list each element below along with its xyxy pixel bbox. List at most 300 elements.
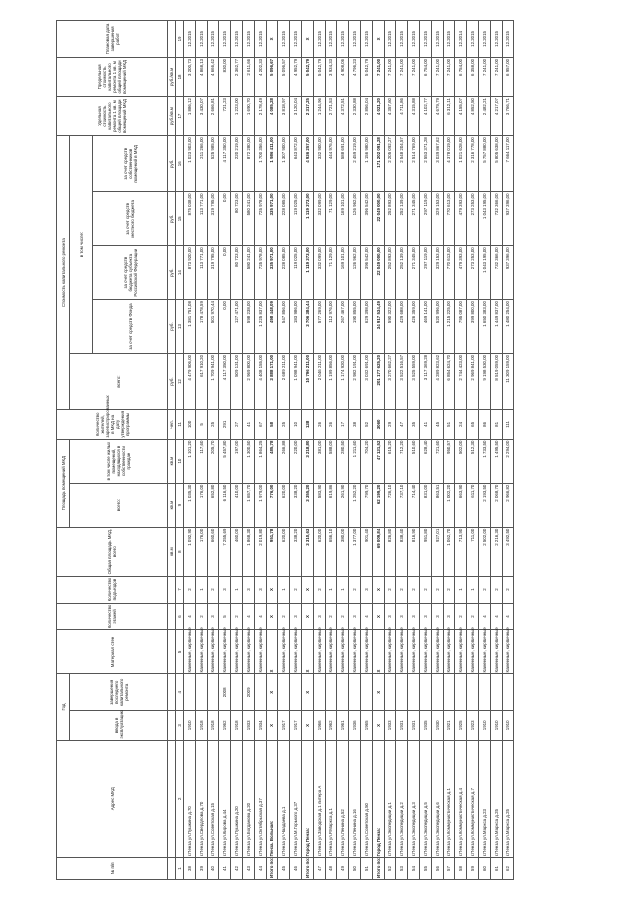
max-cost-cell: 5 042,79 [360, 57, 372, 96]
deadline-cell: 12.2015 [231, 21, 243, 58]
floors-cell: 4 [360, 603, 372, 630]
year-overhaul-cell [184, 674, 196, 711]
area-total-cell: 737,10 [396, 483, 408, 527]
deadline-cell: 12.2015 [325, 21, 337, 58]
row-number: 46 [290, 857, 302, 879]
cost-region-cell: 169 101,00 [337, 246, 349, 300]
cost-local-cell: 580 241,00 [242, 192, 254, 246]
wall-material-cell: Каменные, кирпичные [207, 630, 219, 674]
area-total-cell: 714,40 [408, 483, 420, 527]
table-row [254, 21, 266, 880]
row-number: 44 [254, 857, 266, 879]
deadline-cell: 12.2015 [502, 21, 514, 58]
row-number: 40 [207, 857, 219, 879]
residents-cell: 24 [455, 410, 467, 439]
cost-region-cell: 725 978,00 [254, 246, 266, 300]
max-cost-cell: 4 796,23 [349, 57, 361, 96]
row-number: 41 [219, 857, 231, 879]
area-residential-cell: 1 864,25 [254, 439, 266, 483]
entrances-cell: X [301, 576, 313, 603]
wall-material-cell: Каменные, кирпичные [467, 630, 479, 674]
residents-cell: 17 [337, 410, 349, 439]
cost-owners-cell: 525 985,00 [207, 136, 219, 192]
year-overhaul-cell: X [372, 674, 384, 711]
row-number: 62 [502, 857, 514, 879]
entrances-cell: 1 [195, 576, 207, 603]
entrances-cell: 2 [431, 576, 443, 603]
entrances-cell: 1 [337, 576, 349, 603]
unit-rub: руб. [168, 192, 176, 246]
entrances-cell: 1 [467, 576, 479, 603]
total-area-cell: 711,00 [467, 527, 479, 576]
residents-cell: 65 [467, 410, 479, 439]
unit-cost-cell: 721,23 [219, 97, 231, 136]
cost-total-cell: 1 098 941,00 [290, 353, 302, 409]
residents-cell: 67 [254, 410, 266, 439]
year-overhaul-cell: X [266, 674, 278, 711]
unit-cost-cell: 3 766,71 [502, 97, 514, 136]
entrances-cell: X [372, 576, 384, 603]
cost-owners-cell: 1 021 628,00 [455, 136, 467, 192]
unit-cost-cell: 1 690,70 [242, 97, 254, 136]
cost-owners-cell: 872 280,00 [242, 136, 254, 192]
cost-region-cell: 273 253,00 [467, 246, 479, 300]
cost-federal-cell: 520 996,00 [431, 300, 443, 354]
repair-program-table [56, 20, 514, 880]
area-total-cell: 6 116,50 [219, 483, 231, 527]
entrances-cell: 2 [313, 576, 325, 603]
cost-federal-cell: 469 141,00 [419, 300, 431, 354]
total-area-cell: 713,90 [455, 527, 467, 576]
year-overhaul-cell [290, 674, 302, 711]
address-cell: г.Пенза ул.Экспедиции д.6 [431, 740, 443, 857]
cost-local-cell: 228 085,00 [278, 192, 290, 246]
row-number: 42 [231, 857, 243, 879]
unit-cost-cell: 4 085,28 [266, 97, 278, 136]
max-cost-cell: 7 241,00 [372, 57, 384, 96]
deadline-cell: 12.2015 [278, 21, 290, 58]
unit-sqm: кв.м [168, 439, 176, 483]
total-area-cell: 620,00 [313, 527, 325, 576]
area-residential-cell: 704,20 [360, 439, 372, 483]
table-row [455, 21, 467, 880]
floors-cell: 3 [349, 603, 361, 630]
cost-region-cell: 228 085,00 [278, 246, 290, 300]
column-number: 1 [176, 857, 184, 879]
cost-region-cell: 580 241,00 [242, 246, 254, 300]
cost-federal-cell: 34 917 534,49 [372, 300, 384, 354]
address-cell: г.Пенза ул.Ленина д.16 [349, 740, 361, 857]
deadline-cell: 12.2015 [360, 21, 372, 58]
cost-local-cell: 937 396,00 [502, 192, 514, 246]
cost-owners-cell: 5 805 638,00 [490, 136, 502, 192]
table-row [337, 21, 349, 880]
entrances-cell: 2 [396, 576, 408, 603]
address-cell: г.Пенза ул.Ленина д.52 [337, 740, 349, 857]
year-overhaul-cell [419, 674, 431, 711]
header-total-area: Общая площадь МКД, всего [57, 527, 168, 576]
floors-cell: 4 [502, 603, 514, 630]
header-year-built: ввода в эксплуатацию [70, 711, 168, 740]
max-cost-cell: 7 241,00 [408, 57, 420, 96]
header-area-total: всего: [70, 483, 168, 527]
entrances-cell: 2 [490, 576, 502, 603]
floors-cell: 5 [219, 603, 231, 630]
deadline-cell: 12.2015 [349, 21, 361, 58]
unit-cost-cell: 4 155,07 [455, 97, 467, 136]
address-cell: г.Пенза ул.Пушкина д.70 [184, 740, 196, 857]
table-row [290, 21, 302, 880]
row-number: Итого по: Пенза. Вольная: [266, 857, 278, 879]
floors-cell: X [301, 603, 313, 630]
row-number: 54 [408, 857, 420, 879]
area-residential-cell: 266,88 [278, 439, 290, 483]
cost-region-cell: 126 962,00 [349, 246, 361, 300]
cost-owners-cell: 588 691,00 [337, 136, 349, 192]
year-overhaul-cell [254, 674, 266, 711]
floors-cell: 2 [278, 603, 290, 630]
year-overhaul-cell [502, 674, 514, 711]
unit-cost-cell: 2 330,88 [349, 97, 361, 136]
residents-cell: 29 [384, 410, 396, 439]
cost-local-cell: 169 101,00 [337, 192, 349, 246]
area-residential-cell: 1 101,20 [184, 439, 196, 483]
address-cell: г.Пенза ул.Кирова д.44 [219, 740, 231, 857]
year-built-cell: 1910 [490, 711, 502, 740]
area-total-cell: 62 199,20 [372, 483, 384, 527]
column-number: 13 [176, 300, 184, 354]
cost-owners-cell: 2 316 778,00 [467, 136, 479, 192]
row-number: 52 [384, 857, 396, 879]
row-number: 51 [360, 857, 372, 879]
cost-federal-cell: 399 800,00 [467, 300, 479, 354]
cost-owners-cell: 643 872,00 [290, 136, 302, 192]
entrances-cell: 3 [219, 576, 231, 603]
cost-owners-cell: 2 553 371,28 [419, 136, 431, 192]
unit-rub: руб. [168, 136, 176, 192]
cost-region-cell: 22 049 000,00 [372, 246, 384, 300]
floors-cell: 2 [325, 603, 337, 630]
floors-cell: X [266, 603, 278, 630]
unit-cost-cell: 1 223,00 [231, 97, 243, 136]
year-built-cell: 1934 [254, 711, 266, 740]
header-cost-owners: за счет средств собственников помещений в МКД [93, 136, 168, 192]
header-num: № п/п [57, 857, 168, 879]
year-overhaul-cell [455, 674, 467, 711]
area-residential-cell: 205,70 [207, 439, 219, 483]
max-cost-cell: 7 241,00 [396, 57, 408, 96]
year-built-cell: 1917 [278, 711, 290, 740]
year-built-cell: 1918 [195, 711, 207, 740]
table-row [408, 21, 420, 880]
area-residential-cell: 197,00 [231, 439, 243, 483]
year-overhaul-cell: 2009 [242, 674, 254, 711]
address-cell: г.Пенза ул.Октябрьская д.37 [254, 740, 266, 857]
address-cell: г.Пенза ул.Пушкина д.20 [231, 740, 243, 857]
area-residential-cell: 512,30 [467, 439, 479, 483]
unit-cost-cell: 2 178,49 [254, 97, 266, 136]
max-cost-cell: 7 241,00 [431, 57, 443, 96]
row-number: 47 [313, 857, 325, 879]
cost-owners-cell: 4 117 350,00 [219, 136, 231, 192]
unit-cost-cell: 4 217,07 [490, 97, 502, 136]
wall-material-cell: Каменные, кирпичные [219, 630, 231, 674]
table-row [384, 21, 396, 880]
wall-material-cell: Каменные, кирпичные [195, 630, 207, 674]
wall-material-cell: Каменные, кирпичные [360, 630, 372, 674]
max-cost-cell: 7 241,00 [384, 57, 396, 96]
year-built-cell: 1910 [184, 711, 196, 740]
floors-cell: X [372, 603, 384, 630]
cost-region-cell: 732 366,00 [490, 246, 502, 300]
cost-owners-cell: 2 548 204,57 [396, 136, 408, 192]
unit-cost-cell: 2 721,53 [325, 97, 337, 136]
cost-total-cell: 4 408 155,00 [254, 353, 266, 409]
deadline-cell: X [372, 21, 384, 58]
unit-cost-cell: 4 852,50 [467, 97, 479, 136]
address-cell: г.Пенза ул.Богданова д.20 [242, 740, 254, 857]
unit-rub: руб. [168, 246, 176, 300]
wall-material-cell: Каменные, кирпичные [408, 630, 420, 674]
rotated-table-wrapper [56, 20, 581, 880]
floors-cell: 3 [313, 603, 325, 630]
row-number: Итого по: Город Пенза: [301, 857, 313, 879]
unit-cost-cell: 4 711,86 [396, 97, 408, 136]
address-cell: г.Пенза ул.Коммунистическая д.1 [443, 740, 455, 857]
total-area-cell: 3 492,50 [502, 527, 514, 576]
area-residential-cell: 485,78 [266, 439, 278, 483]
residents-cell: 111 [502, 410, 514, 439]
cost-federal-cell: 598 238,00 [242, 300, 254, 354]
cost-owners-cell: 1 986 411,00 [266, 136, 278, 192]
total-area-cell: 1 868,30 [242, 527, 254, 576]
area-total-cell: 799,70 [360, 483, 372, 527]
cost-local-cell: 0,00 [219, 192, 231, 246]
header-max-cost: Предельная стоимость капитального ремонта 1 кв. м общей площади помещений МКД [57, 57, 168, 96]
table-row [207, 21, 219, 880]
cost-owners-cell: 1 700 356,00 [254, 136, 266, 192]
residents-cell: 86 [478, 410, 490, 439]
entrances-cell: 2 [419, 576, 431, 603]
wall-material-cell: X [301, 630, 313, 674]
column-numbers-row [176, 21, 184, 880]
deadline-cell: 12.2015 [431, 21, 443, 58]
deadline-cell: 12.2015 [490, 21, 502, 58]
cost-local-cell: 335 971,00 [266, 192, 278, 246]
cost-owners-cell: 171 202 091,28 [372, 136, 384, 192]
deadline-cell: 12.2015 [254, 21, 266, 58]
cost-total-cell: 2 046 211,00 [313, 353, 325, 409]
year-built-cell: 1962 [325, 711, 337, 740]
cost-total-cell: 3 525 559,00 [408, 353, 420, 409]
row-number: 56 [431, 857, 443, 879]
entrances-cell: 2 [290, 576, 302, 603]
cost-federal-cell: 127 471,00 [231, 300, 243, 354]
year-overhaul-cell [396, 674, 408, 711]
year-built-cell: X [301, 711, 313, 740]
year-overhaul-cell [325, 674, 337, 711]
cost-owners-cell: 4 378 019,00 [443, 136, 455, 192]
header-area-residential: в том числе жилых помещений, находящихся в собственности граждан [70, 439, 168, 483]
address-cell: г.Пенза ул.Свердлова д.70 [195, 740, 207, 857]
area-total-cell: 3 355,20 [301, 483, 313, 527]
year-built-cell: 1931 [408, 711, 420, 740]
floors-cell: 3 [443, 603, 455, 630]
year-built-cell: 1910 [478, 711, 490, 740]
cost-total-cell: 1 709 941,00 [207, 353, 219, 409]
cost-total-cell: 2 982 191,00 [349, 353, 361, 409]
address-cell: г.Пенза ул.Советская д.15 [207, 740, 219, 857]
max-cost-cell: 4 952,79 [290, 57, 302, 96]
table-row [184, 21, 196, 880]
max-cost-cell: 5 042,79 [301, 57, 313, 96]
address-cell: г.Пенза ул.Заводская д.1 литера А [313, 740, 325, 857]
row-number: 38 [184, 857, 196, 879]
total-area-cell: 338,20 [290, 527, 302, 576]
total-area-cell: 7 255,69 [219, 527, 231, 576]
column-number: 4 [176, 674, 184, 711]
deadline-cell: 12.2015 [290, 21, 302, 58]
table-body [184, 21, 514, 880]
year-overhaul-cell [490, 674, 502, 711]
wall-material-cell: Каменные, кирпичные [278, 630, 290, 674]
year-overhaul-cell [195, 674, 207, 711]
address-cell: г.Пенза ул.Чаадаева д.1 [278, 740, 290, 857]
floors-cell: 2 [231, 603, 243, 630]
year-built-cell: 1935 [419, 711, 431, 740]
header-floors: Количество этажей [57, 603, 168, 630]
year-built-cell: 1930 [431, 711, 443, 740]
year-built-cell: 1925 [455, 711, 467, 740]
area-total-cell: 2 193,50 [478, 483, 490, 527]
year-overhaul-cell [207, 674, 219, 711]
total-area-cell: 927,01 [431, 527, 443, 576]
table-row [478, 21, 490, 880]
unit-rub: руб. [168, 353, 176, 409]
entrances-cell: 2 [384, 576, 396, 603]
cost-local-cell: 1 043 195,00 [478, 192, 490, 246]
deadline-cell: 12.2015 [313, 21, 325, 58]
year-built-cell: 1917 [290, 711, 302, 740]
year-built-cell: 1921 [443, 711, 455, 740]
cost-total-cell: 2 744 423,00 [455, 353, 467, 409]
cost-total-cell: 3 270 662,27 [384, 353, 396, 409]
cost-owners-cell: 332 900,00 [313, 136, 325, 192]
cost-total-cell: 201 177 625,20 [372, 353, 384, 409]
max-cost-cell: 6 754,00 [419, 57, 431, 96]
area-residential-cell: 1 733,50 [478, 439, 490, 483]
wall-material-cell: Каменные, кирпичные [254, 630, 266, 674]
area-total-cell: 831,00 [419, 483, 431, 527]
entrances-cell: X [266, 576, 278, 603]
cost-local-cell: 732 366,00 [490, 192, 502, 246]
header-deadline: Плановая дата завершения работ [57, 21, 168, 58]
floors-cell: 2 [195, 603, 207, 630]
area-total-cell: 1 252,20 [349, 483, 361, 527]
address-cell: г.Пенза ул.Маркса д.25 [490, 740, 502, 857]
area-total-cell: 338,20 [290, 483, 302, 527]
cost-region-cell: 1 119 373,00 [301, 246, 313, 300]
cost-federal-cell: 178 478,59 [195, 300, 207, 354]
year-overhaul-cell [431, 674, 443, 711]
area-residential-cell: 502,00 [455, 439, 467, 483]
cost-federal-cell: 112 976,00 [325, 300, 337, 354]
entrances-cell: 1 [455, 576, 467, 603]
cost-local-cell: 319 795,00 [207, 192, 219, 246]
area-residential-cell: 3 218,80 [301, 439, 313, 483]
cost-federal-cell: 577 269,00 [313, 300, 325, 354]
residents-cell: 52 [360, 410, 372, 439]
entrances-cell: 2 [207, 576, 219, 603]
header-area-group: Площадь помещений МКД [57, 439, 70, 527]
column-number: 5 [176, 630, 184, 674]
total-area-cell: 951,78 [266, 527, 278, 576]
wall-material-cell: X [372, 630, 384, 674]
residents-cell: 3060 [372, 410, 384, 439]
deadline-cell: 12.2015 [478, 21, 490, 58]
entrances-cell: 2 [408, 576, 420, 603]
cost-region-cell: 252 893,00 [384, 246, 396, 300]
unit-cost-cell: 2 482,21 [478, 97, 490, 136]
unit-cost-cell: 3 120,04 [290, 97, 302, 136]
header-cost-group: Стоимость капитального ремонта [57, 136, 70, 410]
cost-region-cell: 396 542,00 [360, 246, 372, 300]
year-built-cell: X [266, 711, 278, 740]
total-area-cell: 901,40 [360, 527, 372, 576]
column-number: 19 [176, 21, 184, 58]
table-row [396, 21, 408, 880]
unit-cost-cell: 2 856,04 [360, 97, 372, 136]
cost-region-cell: 329 153,00 [431, 246, 443, 300]
cost-local-cell: 119 025,00 [290, 192, 302, 246]
header-unit-cost: Удельная стоимость капитального ремонта 1 кв. м общей площади помещений МКД [57, 97, 168, 136]
wall-material-cell: Каменные, кирпичные [349, 630, 361, 674]
cost-owners-cell: 3 039 867,62 [431, 136, 443, 192]
area-total-cell: 652,80 [207, 483, 219, 527]
address-cell: г.Пенза ул.М.Горького д.37 [290, 740, 302, 857]
floors-cell: 3 [431, 603, 443, 630]
max-cost-cell: 6 754,00 [455, 57, 467, 96]
cost-region-cell: 71 129,00 [325, 246, 337, 300]
units-row [168, 21, 176, 880]
residents-cell: 26 [313, 410, 325, 439]
table-row [313, 21, 325, 880]
cost-local-cell: 252 893,00 [384, 192, 396, 246]
entrances-cell: 2 [349, 576, 361, 603]
entrances-cell: 2 [478, 576, 490, 603]
header-address: Адрес МКД [57, 740, 168, 857]
residents-cell: 10 [290, 410, 302, 439]
max-cost-cell: 830,00 [219, 57, 231, 96]
table-row [360, 21, 372, 880]
residents-cell: 45 [431, 410, 443, 439]
total-area-cell: 1 377,00 [349, 527, 361, 576]
entrances-cell: 3 [360, 576, 372, 603]
year-built-cell: 1966 [313, 711, 325, 740]
wall-material-cell: Каменные, кирпичные [455, 630, 467, 674]
row-number: 49 [337, 857, 349, 879]
year-overhaul-cell [313, 674, 325, 711]
wall-material-cell: Каменные, кирпичные [419, 630, 431, 674]
year-overhaul-cell [384, 674, 396, 711]
area-total-cell: 611,70 [467, 483, 479, 527]
year-overhaul-cell [408, 674, 420, 711]
unit-rub: руб. [168, 300, 176, 354]
area-residential-cell: 615,20 [384, 439, 396, 483]
cost-total-cell: 2 689 211,00 [278, 353, 290, 409]
cost-region-cell: 770 613,00 [443, 246, 455, 300]
floors-cell: 4 [242, 603, 254, 630]
